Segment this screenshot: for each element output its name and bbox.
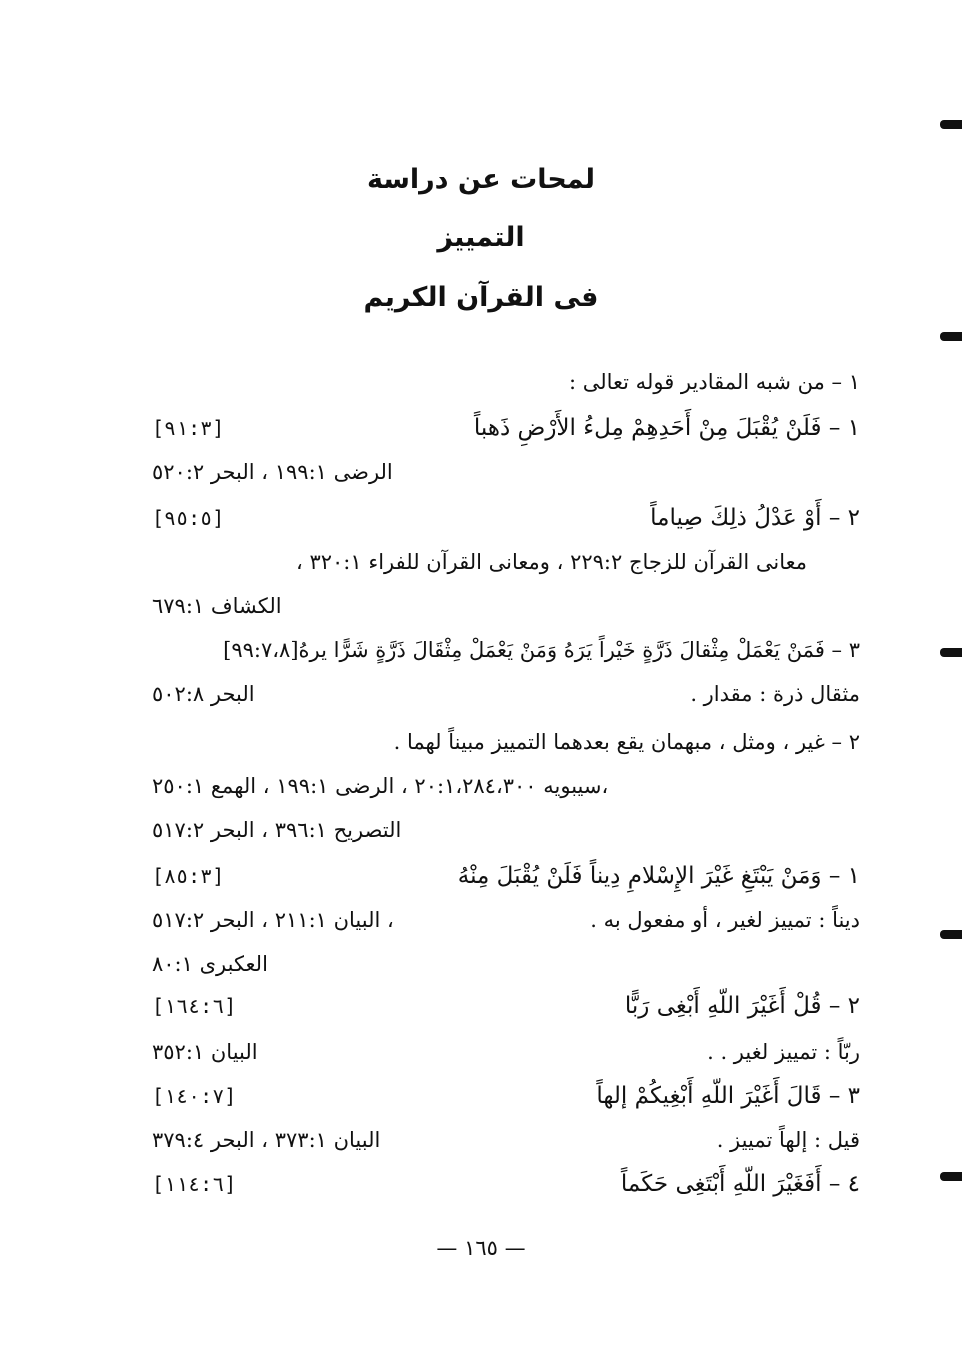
verse-reference: [١١٤:٦] — [152, 1172, 237, 1196]
quran-verse: ٢ – أَوْ عَدْلُ ذلِكَ صِياماً — [650, 505, 860, 531]
text-line — [0, 810, 962, 850]
verse-reference: [١٦٤:٦] — [152, 994, 237, 1018]
text-line — [0, 1032, 962, 1072]
source-citation: البحر ٥٠٢:٨ — [152, 682, 255, 706]
quran-verse: ١ – فَلَنْ يُقْبَلَ مِنْ أَحَدِهِمْ مِلءُ الأَرْضِ ذَهباً — [473, 415, 860, 441]
text-line — [0, 362, 962, 402]
verse-reference: [٩٥:٥] — [152, 506, 225, 530]
source-citation: معانى القرآن للزجاج ٢٢٩:٢ ، ومعانى القرآن للفراء ٣٢٠:١ ، — [296, 550, 807, 574]
text-line — [0, 1164, 962, 1204]
text-line — [0, 856, 962, 896]
source-citation: سيبويه ٢٠:١،٢٨٤،٣٠٠ ، الرضى ١٩٩:١ ، الهمع ٢٥٠:١، — [152, 774, 609, 798]
quran-verse: ٤ – أَفَغَيْرَ اللّهِ أَبْتَغِى حَكَماً — [620, 1171, 860, 1197]
grammar-note: مثقال ذرة : مقدار . — [690, 682, 860, 706]
text-line — [0, 630, 962, 670]
source-citation: الكشاف ٦٧٩:١ — [152, 594, 282, 618]
source-citation: البيان ٣٥٢:١ — [152, 1040, 258, 1064]
text-line — [0, 586, 962, 626]
margin-mark — [940, 120, 962, 129]
text-line — [0, 944, 962, 984]
text-line — [0, 1120, 962, 1160]
source-citation: التصريح ٣٩٦:١ ، البحر ٥١٧:٢ — [152, 818, 402, 842]
quran-verse: ١ – وَمَنْ يَبْتَغِ غَيْرَ الإِسْلامِ دِيناً فَلَنْ يُقْبَلَ مِنْهُ — [457, 863, 860, 889]
heading-line-1: لمحات عن دراسة — [366, 164, 596, 195]
text-line — [0, 722, 962, 762]
section-intro: ٢ – غير ، ومثل ، مبهمان يقع بعدهما التمييز مبيناً لهما . — [393, 730, 860, 754]
text-line — [0, 900, 962, 940]
text-line — [0, 1076, 962, 1116]
heading-line-3: فى القرآن الكريم — [363, 282, 599, 313]
text-line — [0, 542, 962, 582]
verse-reference: [١٤٠:٧] — [152, 1084, 237, 1108]
heading-line-2: التمييز — [437, 222, 525, 253]
source-citation: الرضى ١٩٩:١ ، البحر ٥٢٠:٢ — [152, 460, 393, 484]
grammar-note: ربّاً : تمييز لغير . . — [707, 1040, 860, 1064]
source-citation: البيان ٢١١:١ ، البحر ٥١٧:٢ ، — [152, 908, 394, 932]
text-line — [0, 986, 962, 1026]
quran-verse: ٣ – قَالَ أَغَيْرَ اللّهِ أَبْغِيكُمْ إلهاً — [596, 1083, 860, 1109]
quran-verse: ٢ – قُلْ أَغَيْرَ اللّهِ أَبْغِى رَبًّا — [624, 993, 860, 1019]
grammar-note: ديناً : تمييز لغير ، أو مفعول به . — [590, 908, 860, 932]
source-citation: البيان ٣٧٣:١ ، البحر ٣٧٩:٤ — [152, 1128, 381, 1152]
text-line — [0, 674, 962, 714]
margin-mark — [940, 332, 962, 341]
verse-reference: [٨٥:٣] — [152, 864, 225, 888]
text-line — [0, 408, 962, 448]
grammar-note: قيل : إلهاً تمييز . — [716, 1128, 860, 1152]
quran-verse: ٣ – فَمَنْ يَعْمَلْ مِثْقالَ ذَرَّةٍ خَيْراً يَرَهُ وَمَنْ يَعْمَلْ مِثْقَالَ ذَرَّةٍ شَرًّا يرهُ[٩٩:٧،٨] — [223, 638, 860, 662]
section-intro: ١ – من شبه المقادير قوله تعالى : — [568, 370, 860, 394]
page-number: — ١٦٥ — — [436, 1236, 526, 1260]
source-citation: العكبرى ٨٠:١ — [152, 952, 268, 976]
verse-reference: [٩١:٣] — [152, 416, 225, 440]
text-line — [0, 452, 962, 492]
text-line — [0, 766, 962, 806]
text-line — [0, 498, 962, 538]
